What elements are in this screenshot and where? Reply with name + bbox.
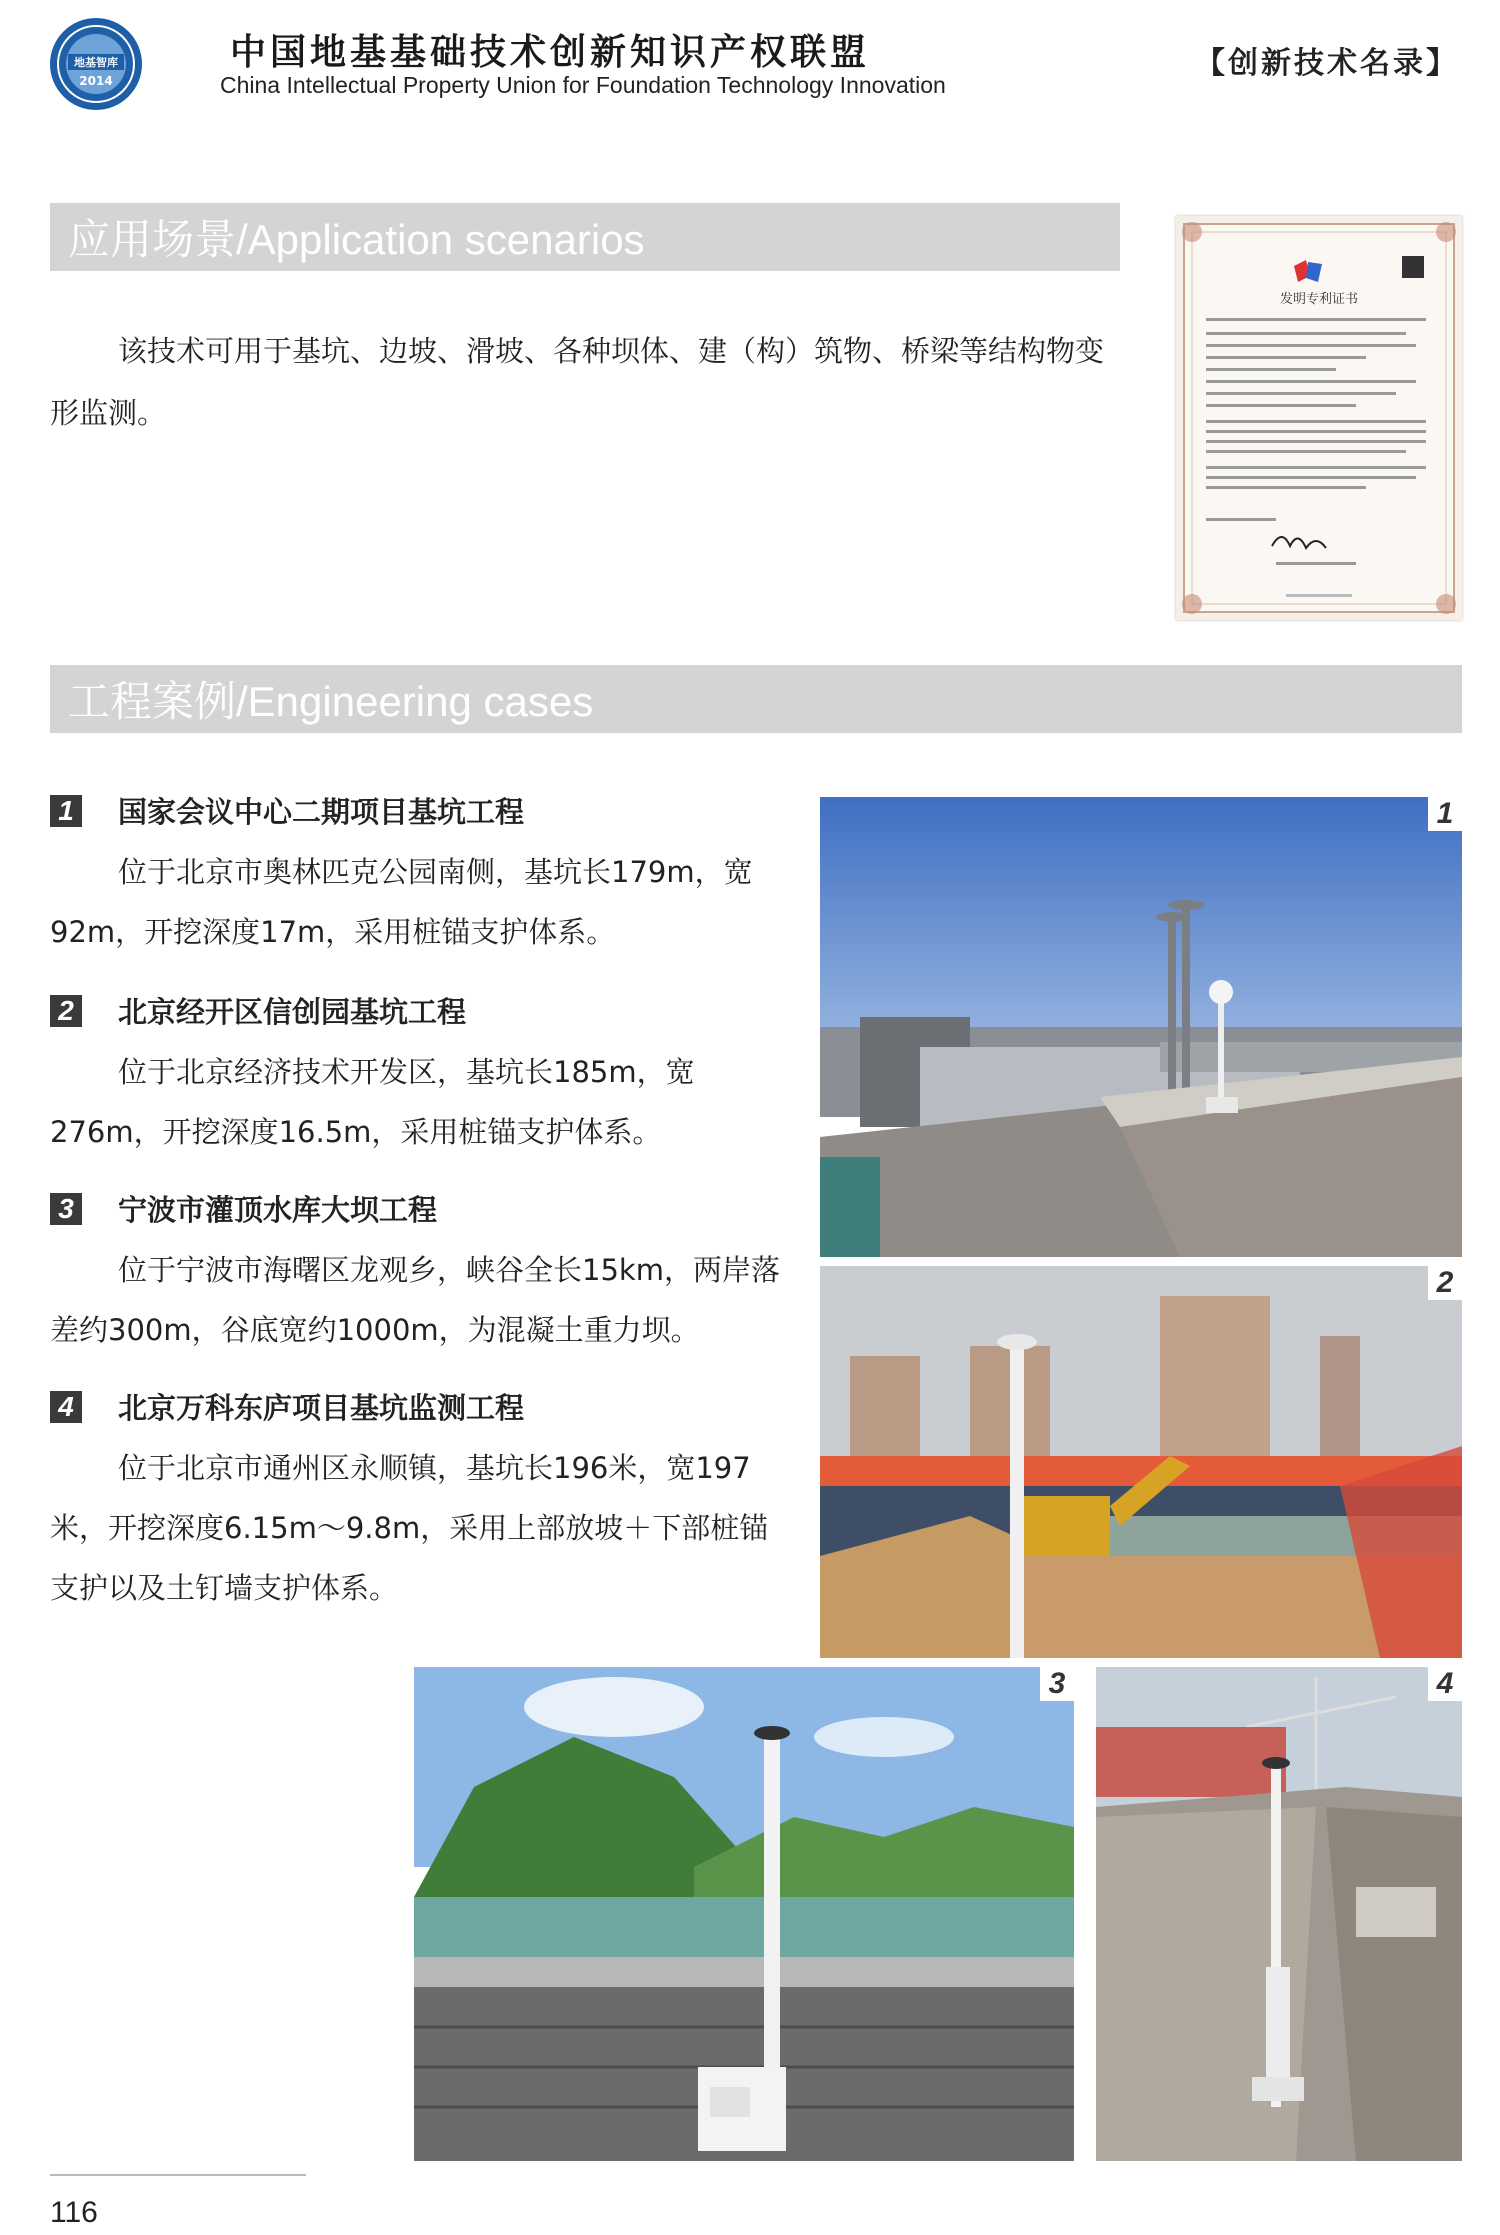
cases-heading: 工程案例/Engineering cases [68, 678, 594, 725]
case-1-body: 位于北京市奥林匹克公园南侧，基坑长179m，宽92m，开挖深度17m，采用桩锚支护体系。 [50, 855, 753, 949]
case-2-photo [820, 1266, 1462, 1658]
catalog-label: 【创新技术名录】 [1195, 46, 1459, 81]
case-4-photo [1096, 1667, 1462, 2161]
org-name-cn: 中国地基基础技术创新知识产权联盟 [230, 31, 871, 73]
photo-2-label: 2 [1428, 1266, 1462, 1300]
case-4-body: 位于北京市通州区永顺镇，基坑长196米，宽197米，开挖深度6.15m～9.8m，采用上部放坡＋下部桩锚支护以及土钉墙支护体系。 [50, 1451, 769, 1605]
photo-1-label: 1 [1428, 797, 1462, 831]
application-heading: 应用场景/Application scenarios [68, 216, 645, 263]
application-heading-bar [50, 203, 1120, 271]
cases-heading-bar [50, 665, 1462, 733]
photo-4-label: 4 [1428, 1667, 1462, 1701]
case-3-title: 宁波市灌顶水库大坝工程 [118, 1193, 438, 1227]
case-2-title-row [50, 990, 466, 1031]
case-1-title: 国家会议中心二期项目基坑工程 [118, 795, 525, 829]
case-4-title-row [50, 1386, 524, 1427]
page-number: 116 [50, 2196, 98, 2229]
footer-divider [50, 2174, 306, 2176]
certificate-title: 发明专利证书 [1279, 292, 1358, 307]
alliance-logo [48, 16, 196, 112]
case-2-number: 2 [50, 995, 82, 1027]
case-3-title-row [50, 1188, 437, 1229]
case-3-number: 3 [50, 1193, 82, 1225]
logo-text: 地基智库 [74, 56, 118, 69]
case-3-photo [414, 1667, 1074, 2161]
application-text: 该技术可用于基坑、边坡、滑坡、各种坝体、建（构）筑物、桥梁等结构物变形监测。 [50, 334, 1105, 430]
org-name-en: China Intellectual Property Union for Foundation Technology Innovation [220, 72, 946, 98]
patent-certificate-image [1176, 216, 1462, 620]
case-4-number: 4 [50, 1391, 82, 1423]
case-1-photo [820, 797, 1462, 1257]
case-1-title-row [50, 790, 524, 831]
case-2-body: 位于北京经济技术开发区，基坑长185m，宽276m，开挖深度16.5m，采用桩锚支护体系。 [50, 1055, 695, 1149]
photo-3-label: 3 [1040, 1667, 1074, 1701]
case-3-body: 位于宁波市海曙区龙观乡，峡谷全长15km，两岸落差约300m，谷底宽约1000m，为混凝土重力坝。 [50, 1253, 780, 1347]
case-2-title: 北京经开区信创园基坑工程 [118, 995, 467, 1029]
case-1-number: 1 [50, 795, 82, 827]
logo-year: 2014 [79, 74, 113, 88]
case-4-title: 北京万科东庐项目基坑监测工程 [118, 1391, 525, 1425]
